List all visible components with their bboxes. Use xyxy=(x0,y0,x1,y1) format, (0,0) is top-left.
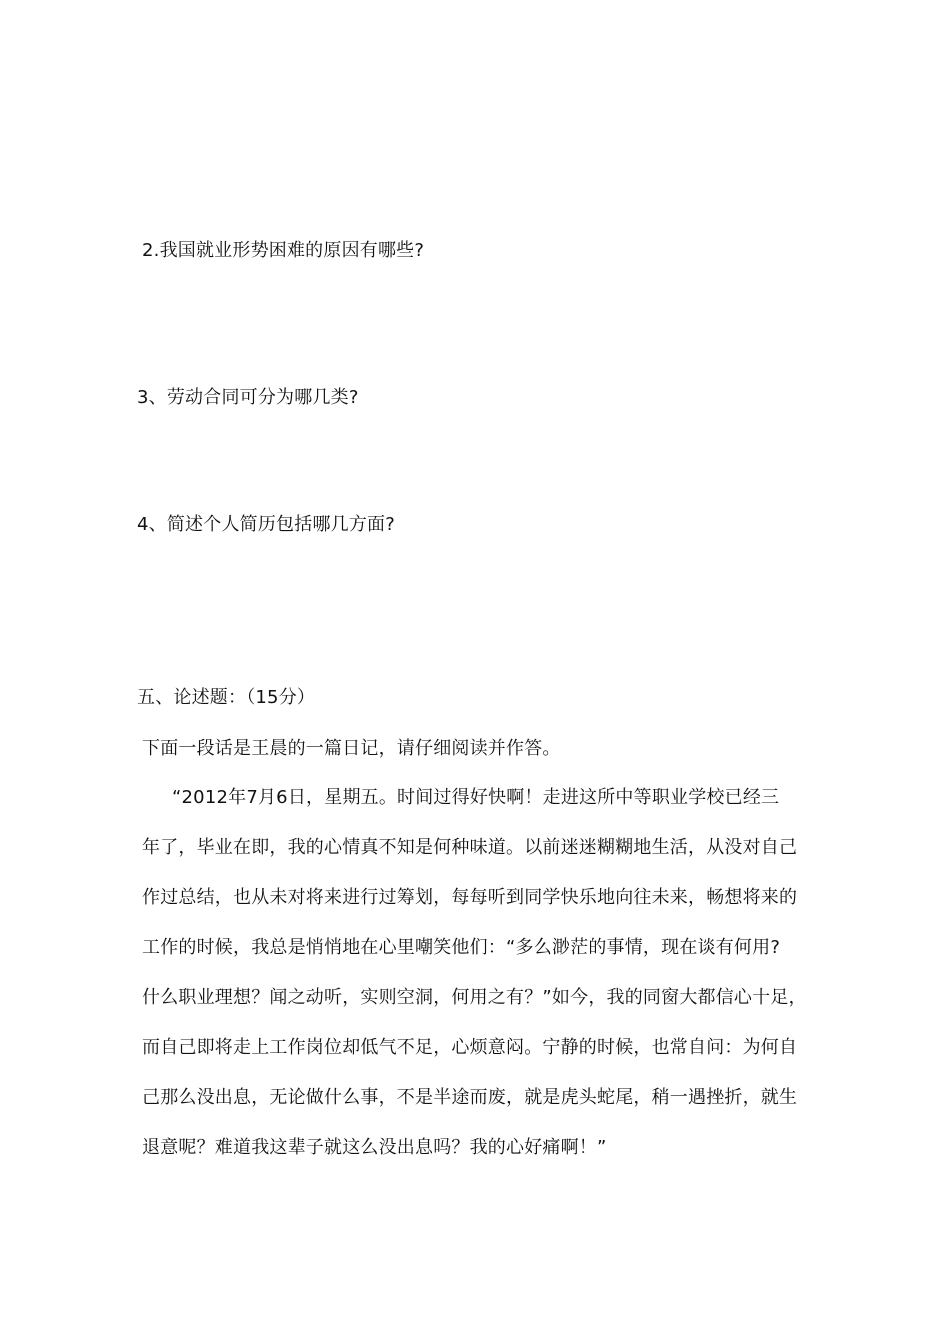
section-heading: 五、论述题：（15分） xyxy=(137,687,316,708)
question-4: 4、简述个人简历包括哪几方面? xyxy=(137,514,396,535)
diary-line: 工作的时候，我总是悄悄地在心里嘲笑他们：“多么渺茫的事情，现在谈有何用? xyxy=(142,937,781,958)
question-3: 3、劳动合同可分为哪几类? xyxy=(137,387,359,408)
section-intro: 下面一段话是王晨的一篇日记，请仔细阅读并作答。 xyxy=(142,738,561,759)
diary-line: “2012年7月6日，星期五。时间过得好快啊！走进这所中等职业学校已经三 xyxy=(172,787,780,808)
diary-line: 年了，毕业在即，我的心情真不知是何种味道。以前迷迷糊糊地生活，从没对自己 xyxy=(142,837,798,858)
diary-line: 什么职业理想？闻之动听，实则空洞，何用之有？”如今，我的同窗大都信心十足， xyxy=(142,987,807,1008)
diary-line: 退意呢？难道我这辈子就这么没出息吗？我的心好痛啊！” xyxy=(142,1137,607,1158)
diary-line: 己那么没出息，无论做什么事，不是半途而废，就是虎头蛇尾，稍一遇挫折，就生 xyxy=(142,1087,798,1108)
diary-line: 而自己即将走上工作岗位却低气不足，心烦意闷。宁静的时候，也常自问：为何自 xyxy=(142,1037,798,1058)
diary-line: 作过总结，也从未对将来进行过筹划，每每听到同学快乐地向往未来，畅想将来的 xyxy=(142,887,798,908)
question-2: 2.我国就业形势困难的原因有哪些? xyxy=(142,240,425,261)
